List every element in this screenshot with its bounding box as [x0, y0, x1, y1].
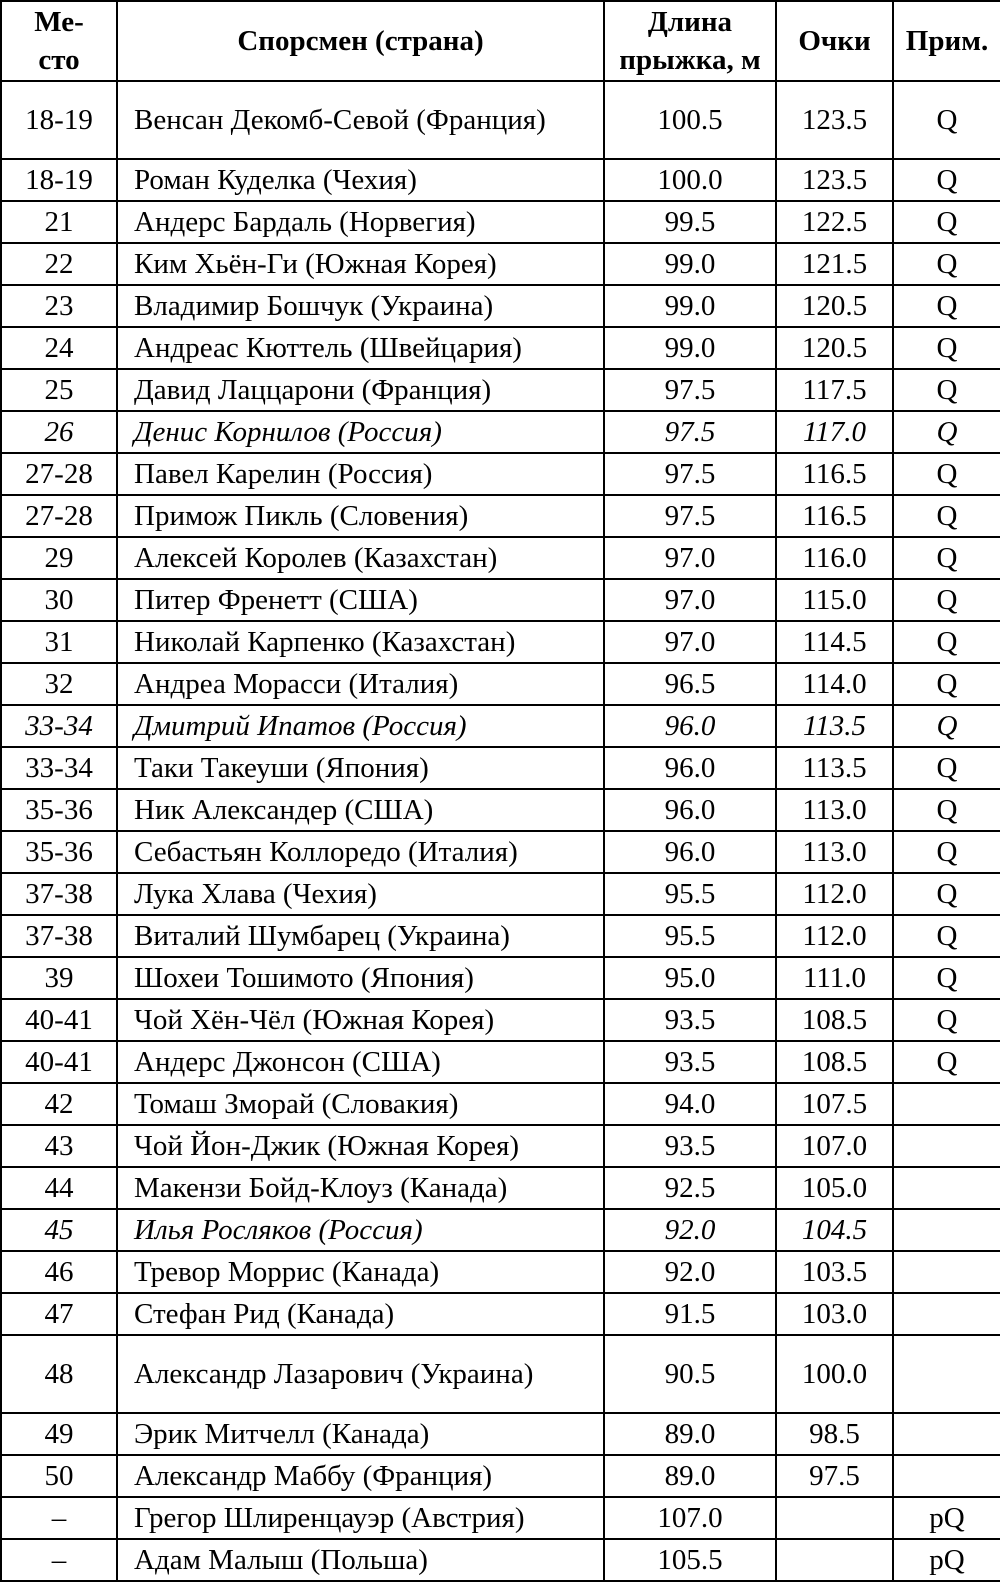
athlete-cell: Адам Малыш (Польша) — [117, 1539, 604, 1581]
athlete-cell: Илья Росляков (Россия) — [117, 1209, 604, 1251]
note-cell — [893, 1209, 1000, 1251]
points-cell — [776, 1539, 893, 1581]
table-row — [1, 1539, 1000, 1581]
table-row — [1, 579, 1000, 621]
note-cell: Q — [893, 789, 1000, 831]
place-cell: 33-34 — [1, 747, 117, 789]
length-cell: 92.0 — [604, 1209, 776, 1251]
points-cell — [776, 1497, 893, 1539]
points-cell: 105.0 — [776, 1167, 893, 1209]
place-cell: 44 — [1, 1167, 117, 1209]
note-cell: Q — [893, 999, 1000, 1041]
table-row — [1, 1251, 1000, 1293]
length-cell: 95.5 — [604, 915, 776, 957]
points-cell: 113.0 — [776, 789, 893, 831]
points-cell: 117.0 — [776, 411, 893, 453]
athlete-cell: Таки Такеуши (Япония) — [117, 747, 604, 789]
note-cell: Q — [893, 747, 1000, 789]
length-cell: 97.5 — [604, 411, 776, 453]
athlete-cell: Андреа Морасси (Италия) — [117, 663, 604, 705]
length-cell: 89.0 — [604, 1413, 776, 1455]
athlete-cell: Николай Карпенко (Казахстан) — [117, 621, 604, 663]
table-row — [1, 453, 1000, 495]
table-row — [1, 831, 1000, 873]
points-cell: 111.0 — [776, 957, 893, 999]
length-cell: 105.5 — [604, 1539, 776, 1581]
header-note: Прим. — [893, 1, 1000, 81]
place-cell: 35-36 — [1, 831, 117, 873]
note-cell: Q — [893, 201, 1000, 243]
points-cell: 114.5 — [776, 621, 893, 663]
note-cell — [893, 1125, 1000, 1167]
table-row — [1, 1209, 1000, 1251]
header-place: Ме- сто — [1, 1, 117, 81]
length-cell: 90.5 — [604, 1335, 776, 1413]
place-cell: 49 — [1, 1413, 117, 1455]
note-cell: Q — [893, 159, 1000, 201]
length-cell: 92.5 — [604, 1167, 776, 1209]
athlete-cell: Александр Лазарович (Украина) — [117, 1335, 604, 1413]
place-cell: 29 — [1, 537, 117, 579]
results-body — [1, 81, 1000, 1581]
athlete-cell: Андерс Бардаль (Норвегия) — [117, 201, 604, 243]
place-cell: 21 — [1, 201, 117, 243]
table-row — [1, 81, 1000, 159]
points-cell: 107.5 — [776, 1083, 893, 1125]
note-cell — [893, 1293, 1000, 1335]
note-cell — [893, 1455, 1000, 1497]
note-cell: Q — [893, 663, 1000, 705]
place-cell: 47 — [1, 1293, 117, 1335]
place-cell: 18-19 — [1, 81, 117, 159]
length-cell: 96.0 — [604, 747, 776, 789]
length-cell: 96.0 — [604, 705, 776, 747]
points-cell: 108.5 — [776, 1041, 893, 1083]
place-cell: 39 — [1, 957, 117, 999]
note-cell: Q — [893, 327, 1000, 369]
table-row — [1, 159, 1000, 201]
points-cell: 116.0 — [776, 537, 893, 579]
athlete-cell: Томаш Зморай (Словакия) — [117, 1083, 604, 1125]
table-row — [1, 999, 1000, 1041]
table-row — [1, 369, 1000, 411]
points-cell: 114.0 — [776, 663, 893, 705]
athlete-cell: Денис Корнилов (Россия) — [117, 411, 604, 453]
athlete-cell: Венсан Декомб-Севой (Франция) — [117, 81, 604, 159]
note-cell: Q — [893, 873, 1000, 915]
points-cell: 123.5 — [776, 159, 893, 201]
note-cell: Q — [893, 285, 1000, 327]
note-cell: Q — [893, 81, 1000, 159]
table-row — [1, 201, 1000, 243]
note-cell: Q — [893, 621, 1000, 663]
table-row — [1, 957, 1000, 999]
place-cell: 27-28 — [1, 495, 117, 537]
note-cell: Q — [893, 411, 1000, 453]
table-row — [1, 537, 1000, 579]
place-cell: – — [1, 1539, 117, 1581]
note-cell: Q — [893, 957, 1000, 999]
athlete-cell: Эрик Митчелл (Канада) — [117, 1413, 604, 1455]
points-cell: 100.0 — [776, 1335, 893, 1413]
athlete-cell: Алексей Королев (Казахстан) — [117, 537, 604, 579]
note-cell: Q — [893, 915, 1000, 957]
points-cell: 121.5 — [776, 243, 893, 285]
athlete-cell: Андерс Джонсон (США) — [117, 1041, 604, 1083]
athlete-cell: Примож Пикль (Словения) — [117, 495, 604, 537]
place-cell: 50 — [1, 1455, 117, 1497]
athlete-cell: Чой Хён-Чёл (Южная Корея) — [117, 999, 604, 1041]
points-cell: 103.5 — [776, 1251, 893, 1293]
note-cell: Q — [893, 495, 1000, 537]
length-cell: 89.0 — [604, 1455, 776, 1497]
athlete-cell: Шохеи Тошимото (Япония) — [117, 957, 604, 999]
table-row — [1, 1041, 1000, 1083]
athlete-cell: Дмитрий Ипатов (Россия) — [117, 705, 604, 747]
table-row — [1, 915, 1000, 957]
length-cell: 94.0 — [604, 1083, 776, 1125]
place-cell: 40-41 — [1, 999, 117, 1041]
place-cell: 32 — [1, 663, 117, 705]
athlete-cell: Тревор Моррис (Канада) — [117, 1251, 604, 1293]
place-cell: 23 — [1, 285, 117, 327]
table-row — [1, 873, 1000, 915]
length-cell: 91.5 — [604, 1293, 776, 1335]
note-cell: Q — [893, 1041, 1000, 1083]
header-athlete: Спорсмен (страна) — [117, 1, 604, 81]
table-row — [1, 1335, 1000, 1413]
table-row — [1, 495, 1000, 537]
athlete-cell: Александр Маббу (Франция) — [117, 1455, 604, 1497]
length-cell: 97.0 — [604, 579, 776, 621]
length-cell: 97.0 — [604, 621, 776, 663]
length-cell: 93.5 — [604, 1125, 776, 1167]
table-row — [1, 1083, 1000, 1125]
note-cell: Q — [893, 369, 1000, 411]
header-length: Длина прыжка, м — [604, 1, 776, 81]
table-row — [1, 1497, 1000, 1539]
place-cell: 27-28 — [1, 453, 117, 495]
table-row — [1, 327, 1000, 369]
length-cell: 93.5 — [604, 999, 776, 1041]
length-cell: 97.0 — [604, 537, 776, 579]
length-cell: 100.0 — [604, 159, 776, 201]
athlete-cell: Виталий Шумбарец (Украина) — [117, 915, 604, 957]
place-cell: 45 — [1, 1209, 117, 1251]
length-cell: 96.0 — [604, 831, 776, 873]
place-cell: – — [1, 1497, 117, 1539]
athlete-cell: Чой Йон-Джик (Южная Корея) — [117, 1125, 604, 1167]
athlete-cell: Грегор Шлиренцауэр (Австрия) — [117, 1497, 604, 1539]
place-cell: 37-38 — [1, 873, 117, 915]
points-cell: 113.5 — [776, 747, 893, 789]
note-cell: pQ — [893, 1539, 1000, 1581]
points-cell: 113.5 — [776, 705, 893, 747]
length-cell: 95.5 — [604, 873, 776, 915]
length-cell: 93.5 — [604, 1041, 776, 1083]
points-cell: 120.5 — [776, 285, 893, 327]
athlete-cell: Себастьян Коллоредо (Италия) — [117, 831, 604, 873]
points-cell: 120.5 — [776, 327, 893, 369]
length-cell: 96.0 — [604, 789, 776, 831]
table-row — [1, 411, 1000, 453]
table-row — [1, 621, 1000, 663]
note-cell: Q — [893, 453, 1000, 495]
note-cell — [893, 1251, 1000, 1293]
length-cell: 99.0 — [604, 243, 776, 285]
athlete-cell: Владимир Бошчук (Украина) — [117, 285, 604, 327]
length-cell: 97.5 — [604, 495, 776, 537]
table-row — [1, 1125, 1000, 1167]
points-cell: 97.5 — [776, 1455, 893, 1497]
length-cell: 96.5 — [604, 663, 776, 705]
points-cell: 108.5 — [776, 999, 893, 1041]
note-cell — [893, 1083, 1000, 1125]
header-row — [1, 1, 1000, 81]
length-cell: 107.0 — [604, 1497, 776, 1539]
table-row — [1, 789, 1000, 831]
note-cell: Q — [893, 537, 1000, 579]
points-cell: 116.5 — [776, 453, 893, 495]
table-row — [1, 1455, 1000, 1497]
athlete-cell: Давид Лаццарони (Франция) — [117, 369, 604, 411]
points-cell: 104.5 — [776, 1209, 893, 1251]
place-cell: 31 — [1, 621, 117, 663]
points-cell: 103.0 — [776, 1293, 893, 1335]
points-cell: 112.0 — [776, 873, 893, 915]
athlete-cell: Ким Хьён-Ги (Южная Корея) — [117, 243, 604, 285]
place-cell: 35-36 — [1, 789, 117, 831]
length-cell: 99.0 — [604, 285, 776, 327]
place-cell: 48 — [1, 1335, 117, 1413]
table-row — [1, 285, 1000, 327]
length-cell: 100.5 — [604, 81, 776, 159]
length-cell: 97.5 — [604, 453, 776, 495]
athlete-cell: Павел Карелин (Россия) — [117, 453, 604, 495]
place-cell: 43 — [1, 1125, 117, 1167]
table-row — [1, 1167, 1000, 1209]
points-cell: 123.5 — [776, 81, 893, 159]
place-cell: 46 — [1, 1251, 117, 1293]
place-cell: 33-34 — [1, 705, 117, 747]
table-row — [1, 243, 1000, 285]
points-cell: 107.0 — [776, 1125, 893, 1167]
note-cell — [893, 1167, 1000, 1209]
athlete-cell: Андреас Кюттель (Швейцария) — [117, 327, 604, 369]
length-cell: 99.5 — [604, 201, 776, 243]
note-cell: Q — [893, 831, 1000, 873]
place-cell: 18-19 — [1, 159, 117, 201]
points-cell: 116.5 — [776, 495, 893, 537]
table-row — [1, 1413, 1000, 1455]
points-cell: 122.5 — [776, 201, 893, 243]
note-cell: Q — [893, 243, 1000, 285]
note-cell — [893, 1335, 1000, 1413]
table-row — [1, 1293, 1000, 1335]
length-cell: 92.0 — [604, 1251, 776, 1293]
points-cell: 98.5 — [776, 1413, 893, 1455]
table-row — [1, 663, 1000, 705]
points-cell: 117.5 — [776, 369, 893, 411]
place-cell: 22 — [1, 243, 117, 285]
athlete-cell: Роман Куделка (Чехия) — [117, 159, 604, 201]
athlete-cell: Ник Александер (США) — [117, 789, 604, 831]
place-cell: 30 — [1, 579, 117, 621]
place-cell: 25 — [1, 369, 117, 411]
table-row — [1, 747, 1000, 789]
points-cell: 115.0 — [776, 579, 893, 621]
length-cell: 95.0 — [604, 957, 776, 999]
table-row — [1, 705, 1000, 747]
place-cell: 40-41 — [1, 1041, 117, 1083]
place-cell: 42 — [1, 1083, 117, 1125]
note-cell: Q — [893, 579, 1000, 621]
athlete-cell: Стефан Рид (Канада) — [117, 1293, 604, 1335]
place-cell: 37-38 — [1, 915, 117, 957]
length-cell: 97.5 — [604, 369, 776, 411]
athlete-cell: Лука Хлава (Чехия) — [117, 873, 604, 915]
length-cell: 99.0 — [604, 327, 776, 369]
athlete-cell: Питер Френетт (США) — [117, 579, 604, 621]
header-points: Очки — [776, 1, 893, 81]
note-cell — [893, 1413, 1000, 1455]
athlete-cell: Макензи Бойд-Клоуз (Канада) — [117, 1167, 604, 1209]
note-cell: Q — [893, 705, 1000, 747]
points-cell: 112.0 — [776, 915, 893, 957]
place-cell: 24 — [1, 327, 117, 369]
note-cell: pQ — [893, 1497, 1000, 1539]
place-cell: 26 — [1, 411, 117, 453]
points-cell: 113.0 — [776, 831, 893, 873]
